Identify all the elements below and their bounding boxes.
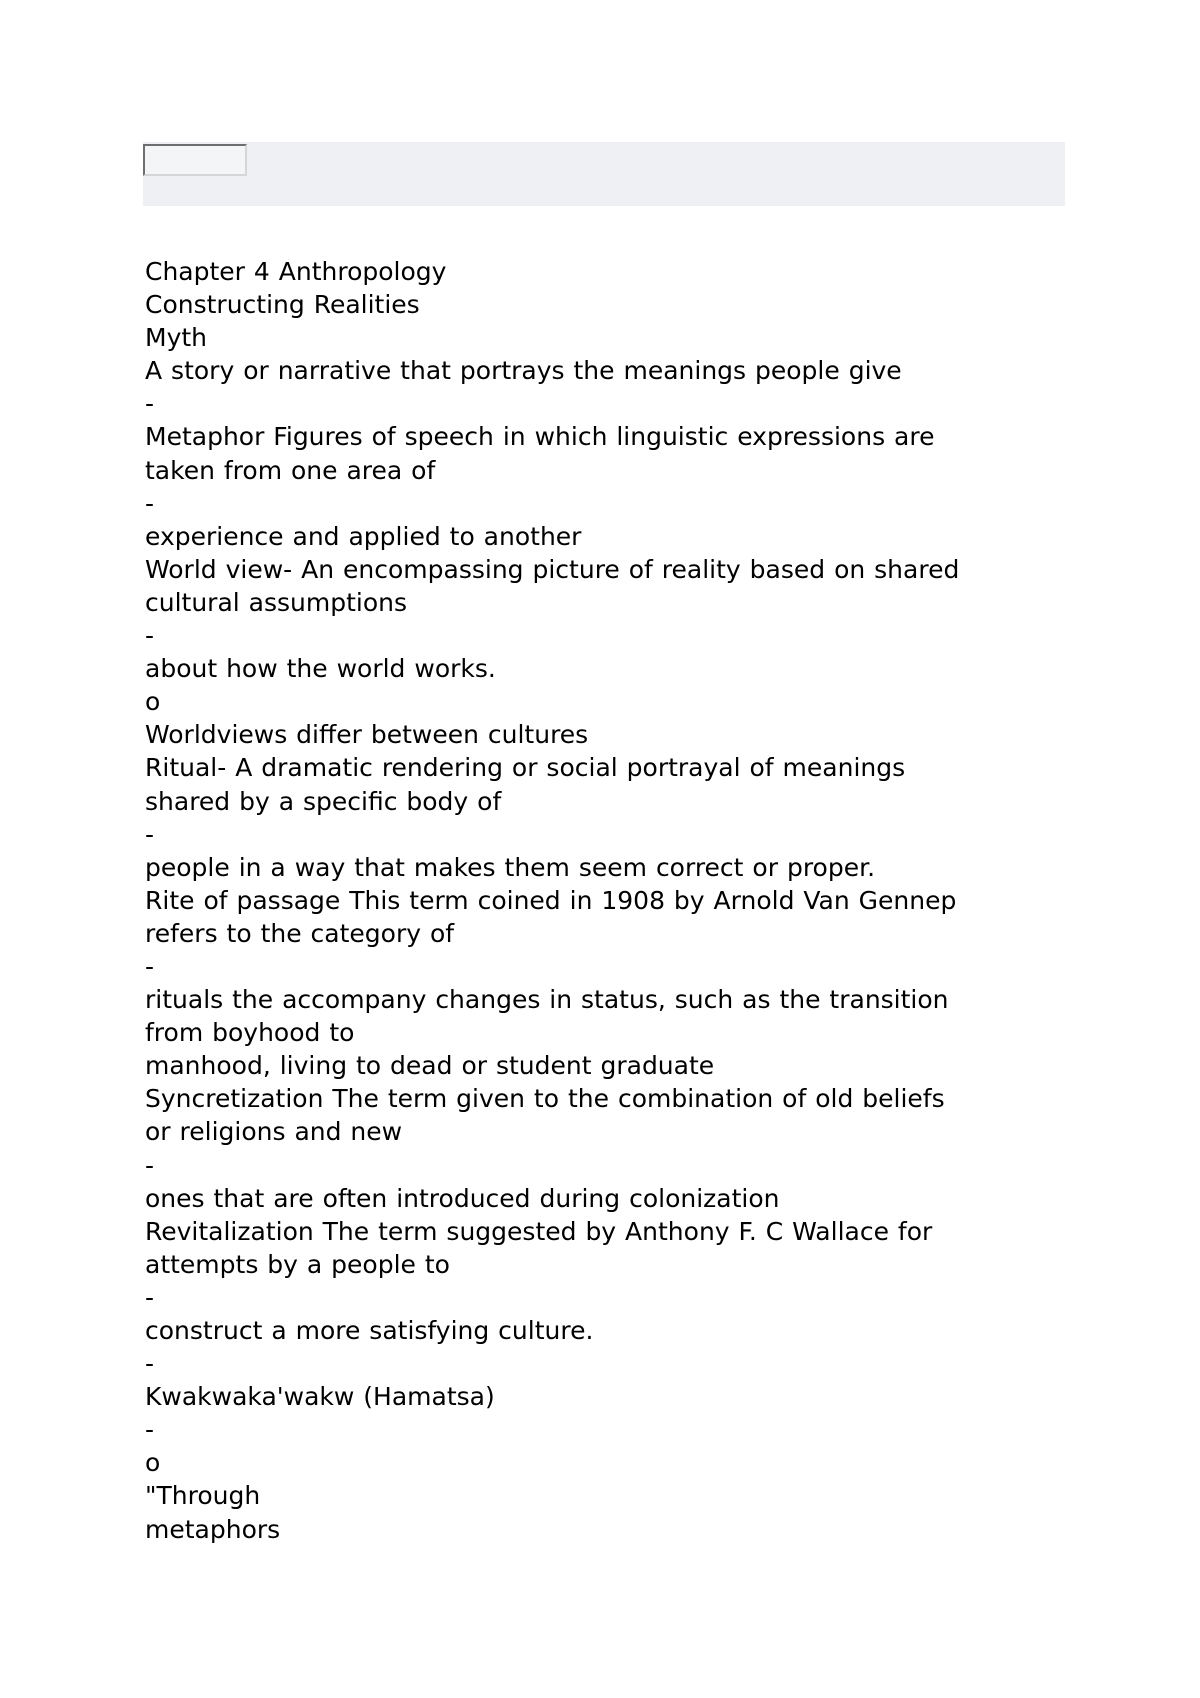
bullet-marker: o — [145, 1448, 161, 1478]
text-line: "Through — [145, 1481, 261, 1511]
text-line: taken from one area of — [145, 455, 436, 485]
text-line: shared by a specific body of — [145, 786, 502, 816]
text-line: Syncretization The term given to the combination of old beliefs — [145, 1084, 945, 1114]
text-line: or religions and new — [145, 1117, 403, 1147]
bullet-marker: - — [145, 621, 155, 651]
text-line: about how the world works. — [145, 654, 496, 684]
text-line: Revitalization The term suggested by Anthony F. C Wallace for — [145, 1216, 933, 1246]
bullet-marker: - — [145, 1349, 155, 1379]
bullet-marker: - — [145, 389, 155, 419]
text-line: construct a more satisfying culture. — [145, 1316, 594, 1345]
text-line: from boyhood to — [145, 1018, 355, 1048]
document-subtitle: Constructing Realities — [145, 290, 420, 320]
text-line: Rite of passage This term coined in 1908 by Arnold Van Gennep — [145, 885, 957, 915]
text-line: cultural assumptions — [145, 587, 408, 617]
text-line: A story or narrative that portrays the meanings people give — [145, 356, 902, 386]
text-line: people in a way that makes them seem correct or proper. — [145, 852, 876, 882]
document-body — [145, 255, 1065, 1546]
bullet-marker: - — [145, 1415, 155, 1445]
bullet-marker: - — [145, 951, 155, 981]
text-line: refers to the category of — [145, 918, 455, 948]
text-line: Kwakwaka'wakw (Hamatsa) — [145, 1382, 495, 1412]
bullet-marker: - — [145, 488, 155, 518]
toolbar-input-field[interactable] — [143, 144, 247, 176]
text-line: ones that are often introduced during colonization — [145, 1183, 780, 1213]
text-line: metaphors — [145, 1514, 281, 1544]
text-line: experience and applied to another — [145, 521, 582, 551]
bullet-marker: o — [145, 687, 161, 717]
bullet-marker: - — [145, 1282, 155, 1312]
text-line: Worldviews differ between cultures — [145, 720, 589, 750]
text-line: manhood, living to dead or student graduate — [145, 1051, 715, 1081]
text-line: World view- An encompassing picture of reality based on shared — [145, 554, 960, 584]
bullet-marker: - — [145, 1150, 155, 1180]
text-line: Metaphor Figures of speech in which linguistic expressions are — [145, 422, 935, 452]
document-toolbar — [143, 142, 1065, 206]
bullet-marker: - — [145, 819, 155, 849]
text-line: Ritual- A dramatic rendering or social portrayal of meanings — [145, 753, 906, 783]
text-line: rituals the accompany changes in status, such as the transition — [145, 985, 949, 1015]
document-title: Chapter 4 Anthropology — [145, 257, 447, 286]
text-line: Myth — [145, 323, 208, 353]
text-line: attempts by a people to — [145, 1249, 450, 1279]
